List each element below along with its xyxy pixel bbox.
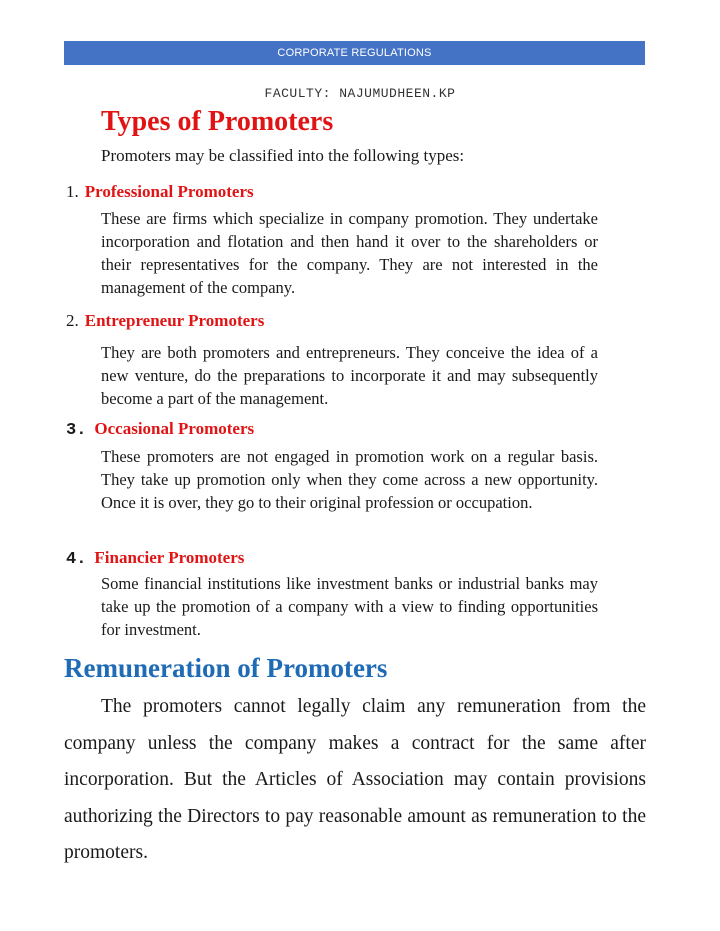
item-number: 4. bbox=[66, 550, 87, 569]
item-heading-entrepreneur bbox=[66, 311, 264, 331]
item-title: Professional Promoters bbox=[84, 182, 254, 201]
section-title-types: Types of Promoters bbox=[101, 106, 334, 137]
item-number: 3. bbox=[66, 421, 87, 440]
remuneration-paragraph: The promoters cannot legally claim any remuneration from the company unless the company makes a contract for the same after incorporation. But the Articles of Association may contain provisions authorizing the Directors to pay reasonable amount as remuneration to the promoters. bbox=[64, 696, 646, 863]
section-intro: Promoters may be classified into the following types: bbox=[101, 146, 465, 165]
item-title: Financier Promoters bbox=[94, 548, 245, 567]
item-text-entrepreneur: They are both promoters and entrepreneurs. They conceive the idea of a new venture, do the preparations to incorporate it and may subsequently become a part of the management. bbox=[101, 343, 598, 408]
item-text-professional: These are firms which specialize in company promotion. They undertake incorporation and flotation and then hand it over to the shareholders or their representatives for the company. They are not interested in the management of the company. bbox=[101, 209, 598, 297]
item-heading-occasional bbox=[66, 419, 254, 440]
item-text-financier: Some financial institutions like investment banks or industrial banks may take up the promotion of a company with a view to finding opportunities for investment. bbox=[101, 574, 598, 639]
item-number: 2. bbox=[66, 311, 79, 330]
item-heading-professional bbox=[66, 182, 254, 202]
item-heading-financier bbox=[66, 548, 244, 569]
item-title: Entrepreneur Promoters bbox=[84, 311, 265, 330]
section-title-remuneration: Remuneration of Promoters bbox=[64, 653, 388, 683]
header-title: CORPORATE REGULATIONS bbox=[277, 47, 432, 59]
item-text-occasional: These promoters are not engaged in promotion work on a regular basis. They take up promotion only when they come across a new opportunity. Once it is over, they go to their original profession or occupation. bbox=[101, 447, 598, 512]
item-number: 1. bbox=[66, 182, 79, 201]
item-title: Occasional Promoters bbox=[94, 419, 255, 438]
faculty-line: FACULTY: NAJUMUDHEEN.KP bbox=[264, 86, 456, 101]
header-bar bbox=[64, 41, 645, 65]
